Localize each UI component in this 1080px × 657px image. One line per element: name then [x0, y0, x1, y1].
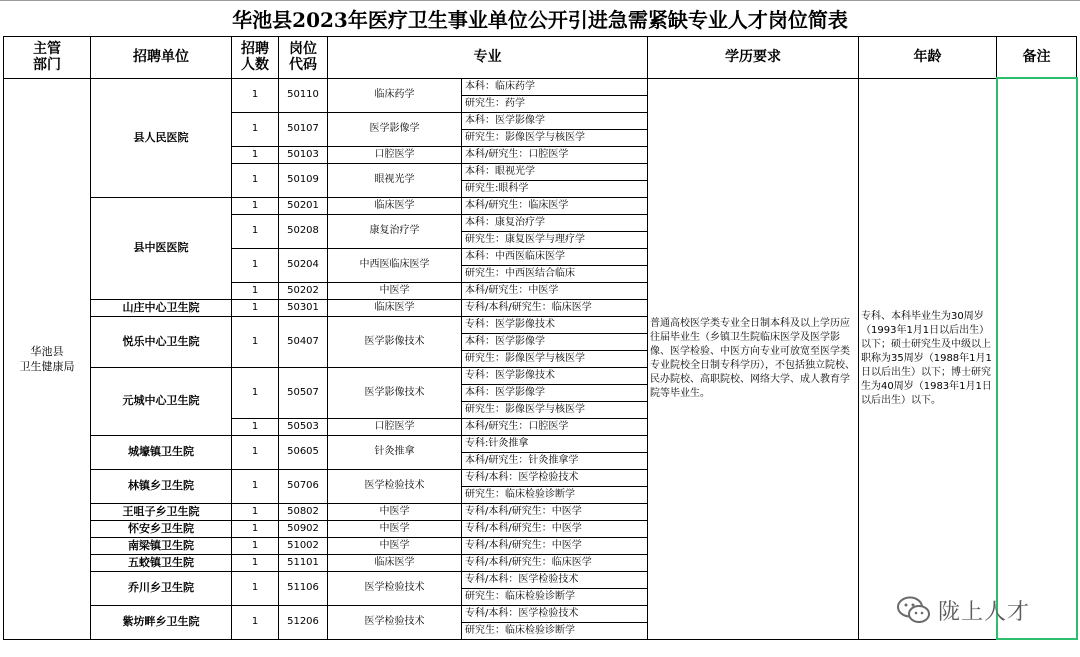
unit-cell: 元城中心卫生院 — [91, 367, 232, 435]
unit-cell: 山庄中心卫生院 — [91, 299, 232, 316]
position-cell: 针灸推拿 — [328, 435, 462, 469]
position-cell: 医学影像学 — [328, 112, 462, 146]
code-cell: 50301 — [279, 299, 328, 316]
header-note: 备注 — [997, 37, 1077, 79]
major-cell: 专科/本科/研究生：临床医学 — [462, 299, 648, 316]
major-cell: 专科/本科/研究生：临床医学 — [462, 554, 648, 571]
position-cell: 口腔医学 — [328, 146, 462, 163]
code-cell: 51206 — [279, 605, 328, 639]
major-cell: 本科：康复治疗学 — [462, 214, 648, 231]
position-cell: 康复治疗学 — [328, 214, 462, 248]
major-cell: 专科/本科/研究生：中医学 — [462, 520, 648, 537]
count-cell: 1 — [232, 503, 279, 520]
unit-cell: 南梁镇卫生院 — [91, 537, 232, 554]
count-cell: 1 — [232, 214, 279, 248]
code-cell: 51101 — [279, 554, 328, 571]
code-cell: 50201 — [279, 197, 328, 214]
major-cell: 本科/研究生：针灸推拿学 — [462, 452, 648, 469]
position-cell: 临床药学 — [328, 78, 462, 112]
header-dept: 主管 部门 — [4, 37, 91, 79]
code-cell: 50208 — [279, 214, 328, 248]
count-cell: 1 — [232, 554, 279, 571]
major-cell: 研究生：临床检验诊断学 — [462, 588, 648, 605]
position-cell: 临床医学 — [328, 554, 462, 571]
major-cell: 研究生：影像医学与核医学 — [462, 129, 648, 146]
unit-cell: 乔川乡卫生院 — [91, 571, 232, 605]
major-cell: 本科：中西医临床医学 — [462, 248, 648, 265]
count-cell: 1 — [232, 78, 279, 112]
major-cell: 研究生：临床检验诊断学 — [462, 622, 648, 639]
position-cell: 口腔医学 — [328, 418, 462, 435]
major-cell: 本科/研究生：临床医学 — [462, 197, 648, 214]
unit-cell: 县人民医院 — [91, 78, 232, 197]
header-age: 年龄 — [859, 37, 997, 79]
position-cell: 临床医学 — [328, 197, 462, 214]
code-cell: 50103 — [279, 146, 328, 163]
dept-cell — [4, 78, 91, 639]
education-cell: 普通高校医学类专业全日制本科及以上学历应往届毕业生（乡镇卫生院临床医学及医学影像、医学检验、中医方向专业可放宽至医学类专业院校全日制专科学历），不包括独立院校、民办院校、高职院校、网络大学、成人教育学院等毕业生。 — [648, 78, 859, 639]
header-count: 招聘 人数 — [232, 37, 279, 79]
position-cell: 中医学 — [328, 537, 462, 554]
major-cell: 研究生：康复医学与理疗学 — [462, 231, 648, 248]
major-cell: 专科/本科：医学检验技术 — [462, 571, 648, 588]
watermark — [896, 590, 1066, 630]
position-cell: 中西医临床医学 — [328, 248, 462, 282]
major-cell: 本科/研究生：中医学 — [462, 282, 648, 299]
code-cell: 50802 — [279, 503, 328, 520]
sheet-top-edge — [0, 0, 1080, 4]
header-code: 岗位 代码 — [279, 37, 328, 79]
unit-cell: 怀安乡卫生院 — [91, 520, 232, 537]
dept-line: 华池县 — [30, 344, 64, 358]
count-cell: 1 — [232, 418, 279, 435]
position-cell: 医学影像技术 — [328, 316, 462, 367]
code-cell: 50107 — [279, 112, 328, 146]
count-cell: 1 — [232, 316, 279, 367]
header-unit: 招聘单位 — [91, 37, 232, 79]
major-cell: 研究生：药学 — [462, 95, 648, 112]
code-cell: 50507 — [279, 367, 328, 418]
code-cell: 50902 — [279, 520, 328, 537]
code-cell: 50110 — [279, 78, 328, 112]
unit-cell: 县中医医院 — [91, 197, 232, 299]
count-cell: 1 — [232, 520, 279, 537]
position-cell: 中医学 — [328, 503, 462, 520]
major-cell: 本科：眼视光学 — [462, 163, 648, 180]
major-cell: 研究生:眼科学 — [462, 180, 648, 197]
count-cell: 1 — [232, 248, 279, 282]
unit-cell: 林镇乡卫生院 — [91, 469, 232, 503]
major-cell: 本科：医学影像学 — [462, 384, 648, 401]
positions-table — [3, 36, 1078, 640]
code-cell: 50204 — [279, 248, 328, 282]
unit-cell: 城壕镇卫生院 — [91, 435, 232, 469]
position-cell: 医学检验技术 — [328, 605, 462, 639]
major-cell: 本科：医学影像学 — [462, 333, 648, 350]
major-cell: 本科/研究生：口腔医学 — [462, 418, 648, 435]
count-cell: 1 — [232, 282, 279, 299]
count-cell: 1 — [232, 435, 279, 469]
position-cell: 临床医学 — [328, 299, 462, 316]
position-cell: 眼视光学 — [328, 163, 462, 197]
major-cell: 专科/本科：医学检验技术 — [462, 605, 648, 622]
code-cell: 50706 — [279, 469, 328, 503]
major-cell: 本科：医学影像学 — [462, 112, 648, 129]
count-cell: 1 — [232, 537, 279, 554]
major-cell: 本科/研究生：口腔医学 — [462, 146, 648, 163]
major-cell: 本科：临床药学 — [462, 78, 648, 95]
position-cell: 医学检验技术 — [328, 469, 462, 503]
table-header-row — [4, 37, 1077, 79]
header-education: 学历要求 — [648, 37, 859, 79]
count-cell: 1 — [232, 367, 279, 418]
code-cell: 51002 — [279, 537, 328, 554]
unit-cell: 五蛟镇卫生院 — [91, 554, 232, 571]
major-cell: 专科:针灸推拿 — [462, 435, 648, 452]
code-cell: 50109 — [279, 163, 328, 197]
position-cell: 中医学 — [328, 282, 462, 299]
major-cell: 研究生：影像医学与核医学 — [462, 350, 648, 367]
table-row — [4, 78, 1077, 95]
unit-cell: 紫坊畔乡卫生院 — [91, 605, 232, 639]
code-cell: 50202 — [279, 282, 328, 299]
code-cell: 50605 — [279, 435, 328, 469]
count-cell: 1 — [232, 571, 279, 605]
age-cell: 专科、本科毕业生为30周岁（1993年1月1日以后出生）以下；硕士研究生及中级以上职称为35周岁（1988年1月1日以后出生）以下；博士研究生为40周岁（1983年1月1日以后出生）以下。 — [859, 78, 997, 639]
count-cell: 1 — [232, 299, 279, 316]
count-cell: 1 — [232, 605, 279, 639]
header-major: 专业 — [328, 37, 648, 79]
major-cell: 专科/本科/研究生：中医学 — [462, 503, 648, 520]
position-cell: 中医学 — [328, 520, 462, 537]
watermark-text: 陇上人才 — [938, 599, 1031, 625]
position-cell: 医学影像技术 — [328, 367, 462, 418]
major-cell: 研究生：影像医学与核医学 — [462, 401, 648, 418]
page-title: 华池县2023年医疗卫生事业单位公开引进急需紧缺专业人才岗位简表 — [232, 8, 848, 32]
major-cell: 专科：医学影像技术 — [462, 316, 648, 333]
code-cell: 50407 — [279, 316, 328, 367]
major-cell: 研究生：临床检验诊断学 — [462, 486, 648, 503]
note-cell — [997, 78, 1077, 639]
count-cell: 1 — [232, 146, 279, 163]
major-cell: 专科：医学影像技术 — [462, 367, 648, 384]
major-cell: 研究生：中西医结合临床 — [462, 265, 648, 282]
major-cell: 专科/本科：医学检验技术 — [462, 469, 648, 486]
dept-line: 卫生健康局 — [19, 359, 75, 373]
unit-cell: 悦乐中心卫生院 — [91, 316, 232, 367]
unit-cell: 王咀子乡卫生院 — [91, 503, 232, 520]
code-cell: 51106 — [279, 571, 328, 605]
wechat-icon — [896, 595, 932, 625]
count-cell: 1 — [232, 112, 279, 146]
count-cell: 1 — [232, 469, 279, 503]
major-cell: 专科/本科/研究生：中医学 — [462, 537, 648, 554]
code-cell: 50503 — [279, 418, 328, 435]
count-cell: 1 — [232, 197, 279, 214]
position-cell: 医学检验技术 — [328, 571, 462, 605]
count-cell: 1 — [232, 163, 279, 197]
